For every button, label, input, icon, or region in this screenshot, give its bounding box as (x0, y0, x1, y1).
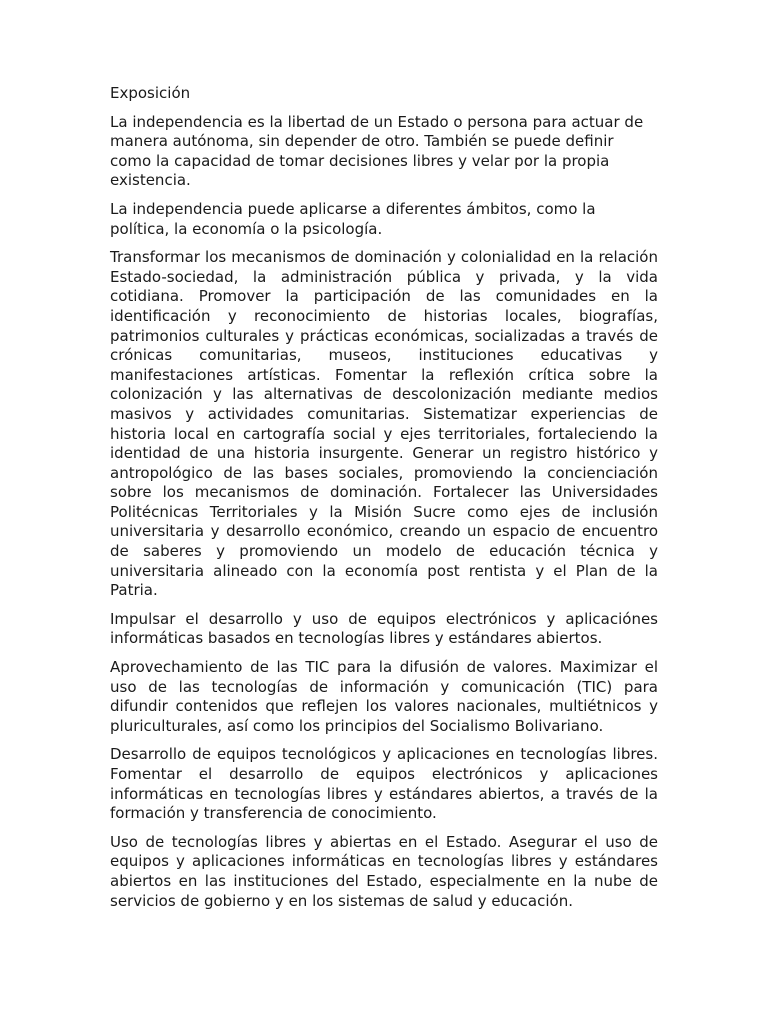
paragraph-tech-development: Desarrollo de equipos tecnológicos y aplicaciones en tecnologías libres. Fomentar el desarrollo de equipos electrónicos y aplicaciones informáticas en tecnologías libres y estándares abiertos, a través de la formación y transferencia de conocimiento. (110, 745, 658, 823)
paragraph-independence-scope: La independencia puede aplicarse a diferentes ámbitos, como la política, la economía o la psicología. (110, 199, 596, 238)
paragraph-state-open-tech: Uso de tecnologías libres y abiertas en el Estado. Asegurar el uso de equipos y aplicaciones informáticas en tecnologías libres y estándares abiertos en las instituciones del Estado, especialmente en la nube de servicios de gobierno y en los sistemas de salud y educación. (110, 832, 658, 910)
paragraph-free-technologies: Impulsar el desarrollo y uso de equipos electrónicos y aplicaciónes informáticas basados en tecnologías libres y estándares abiertos. (110, 609, 658, 648)
paragraph-decolonization: Transformar los mecanismos de dominación y colonialidad en la relación Estado-sociedad, la administración pública y privada, y la vida cotidiana. Promover la participación de las comunidades en la identificación y reconocimiento de historias locales, biografías, patrimonios culturales y prácticas económicas, socializadas a través de crónicas comunitarias, museos, instituciones educativas y manifestaciones artísticas. Fomentar la reflexión crítica sobre la colonización y las alternativas de descolonización mediante medios masivos y actividades comunitarias. Sistematizar experiencias de historia local en cartografía social y ejes territoriales, fortaleciendo la identidad de una historia insurgente. Generar un registro histórico y antropológico de las bases sociales, promoviendo la concienciación sobre los mecanismos de dominación. Fortalecer las Universidades Politécnicas Territoriales y la Misión Sucre como ejes de inclusión universitaria y desarrollo económico, creando un espacio de encuentro de saberes y promoviendo un modelo de educación técnica y universitaria alineado con la economía post rentista y el Plan de la Patria. (110, 248, 658, 600)
paragraph-independence-definition: La independencia es la libertad de un Estado o persona para actuar de manera autónoma, sin depender de otro. También se puede definir como la capacidad de tomar decisiones libres y velar por la propia existencia. (110, 112, 644, 190)
document-body (110, 84, 658, 920)
paragraph-tic-values: Aprovechamiento de las TIC para la difusión de valores. Maximizar el uso de las tecnologías de información y comunicación (TIC) para difundir contenidos que reflejen los valores nacionales, multiétnicos y pluriculturales, así como los principios del Socialismo Bolivariano. (110, 658, 658, 735)
document-heading: Exposición (110, 84, 191, 102)
